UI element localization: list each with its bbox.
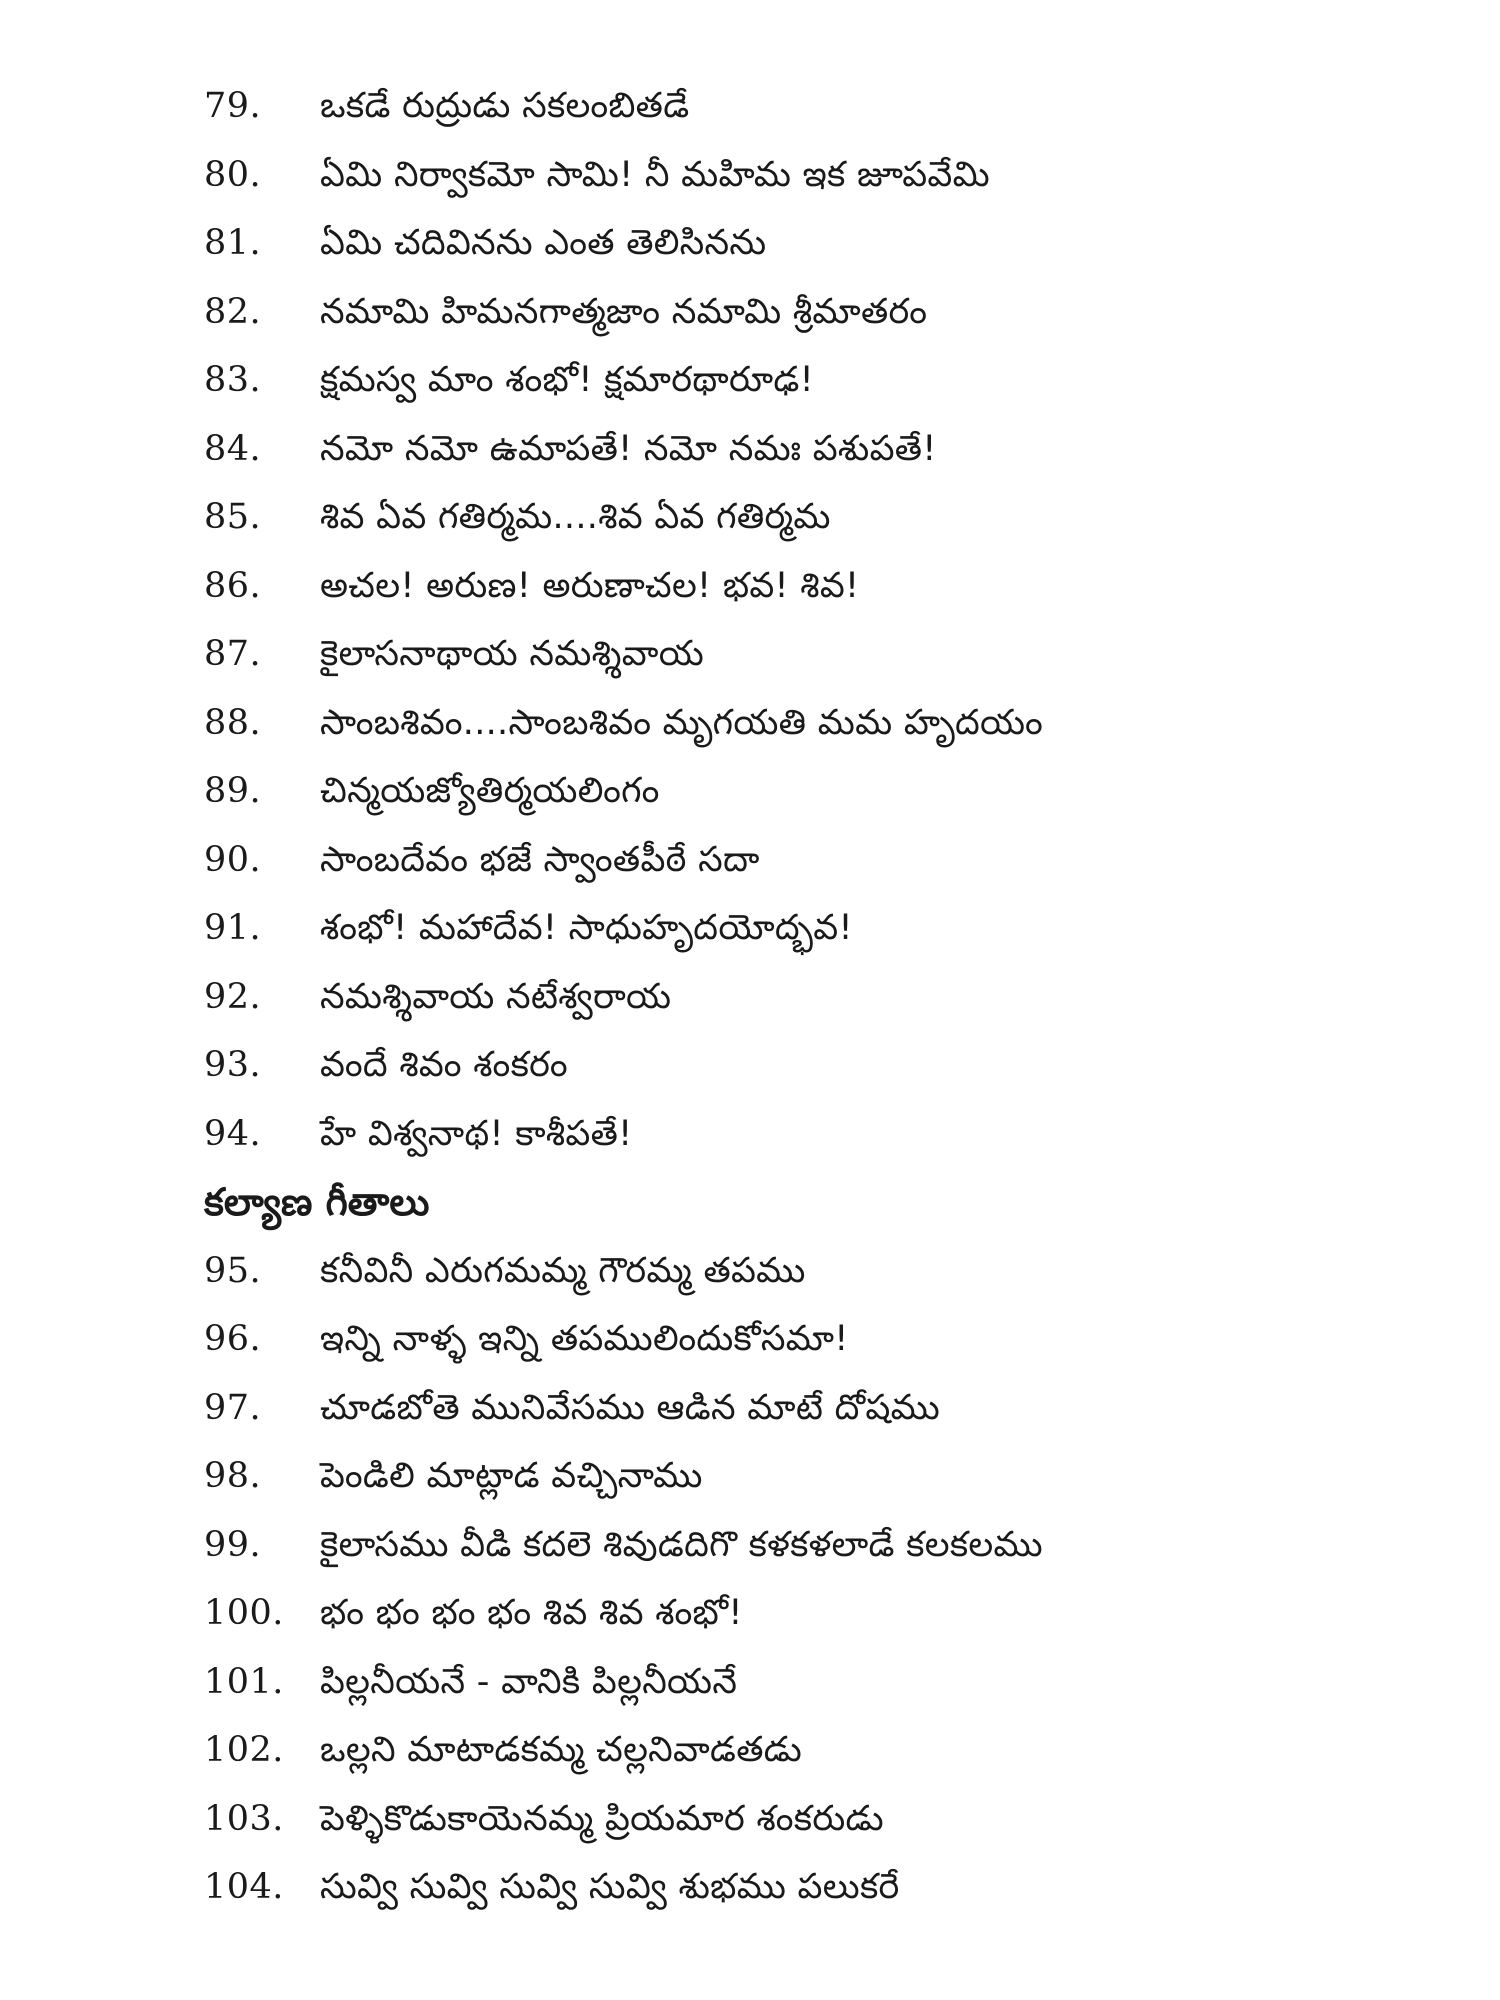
list-item [204, 278, 1384, 347]
item-number: 92. [204, 976, 262, 1017]
item-title: ఇన్ని నాళ్ళ ఇన్ని తపములిందుకోసమా! [320, 1319, 849, 1359]
list-item [204, 1511, 1384, 1580]
item-title: వందే శివం శంకరం [320, 1045, 568, 1085]
item-number: 98. [204, 1456, 262, 1496]
item-number: 91. [204, 908, 262, 948]
list-item [204, 1374, 1384, 1443]
item-number: 101. [204, 1661, 284, 1702]
item-number: 97. [204, 1387, 262, 1428]
item-number: 88. [204, 702, 262, 743]
item-title: ఒకడే రుద్రుడు సకలంబితడే [320, 86, 690, 126]
item-title: నమామి హిమనగాత్మజాం నమామి శ్రీమాతరం [320, 291, 928, 332]
list-item [204, 346, 1384, 415]
item-number: 87. [204, 634, 262, 674]
item-title: శివ ఏవ గతిర్మమ....శివ ఏవ గతిర్మమ [320, 497, 831, 537]
item-number: 80. [204, 154, 262, 195]
item-number: 100. [204, 1593, 284, 1633]
list-item [204, 1031, 1384, 1100]
item-number: 102. [204, 1730, 284, 1770]
list-item [204, 1648, 1384, 1717]
item-number: 99. [204, 1524, 262, 1565]
list-item [204, 415, 1384, 484]
item-title: పిల్లనీయనే - వానికి పిల్లనీయనే [320, 1661, 738, 1702]
item-number: 86. [204, 565, 262, 606]
item-number: 82. [204, 291, 262, 332]
item-number: 81. [204, 223, 262, 263]
item-title: పెళ్ళికొడుకాయెనమ్మ ప్రియమార శంకరుడు [320, 1798, 884, 1839]
song-index-page [204, 72, 1384, 1922]
item-title: ఒల్లని మాటాడకమ్మ చల్లనివాడతడు [320, 1730, 803, 1770]
song-list-part-2 [204, 1237, 1384, 1922]
list-item [204, 1442, 1384, 1511]
item-title: నమో నమో ఉమాపతే! నమో నమః పశుపతే! [320, 428, 937, 469]
list-item [204, 72, 1384, 141]
item-number: 90. [204, 839, 262, 880]
item-title: కైలాసము వీడి కదలె శివుడదిగొ కళకళలాడే కలకలము [320, 1524, 1043, 1565]
item-number: 84. [204, 428, 262, 469]
section-heading: కల్యాణ గీతాలు [204, 1180, 430, 1224]
item-title: ఏమి నిర్వాకమో సామి! నీ మహిమ ఇక జూపవేమి [320, 154, 990, 195]
list-item [204, 894, 1384, 963]
list-item [204, 689, 1384, 758]
item-title: ఏమి చదివినను ఎంత తెలిసినను [320, 223, 767, 263]
list-item [204, 963, 1384, 1032]
item-title: కనీవినీ ఎరుగమమ్మ గౌరమ్మ తపము [320, 1250, 806, 1291]
list-item [204, 483, 1384, 552]
item-number: 89. [204, 771, 262, 811]
item-number: 96. [204, 1319, 262, 1359]
list-item [204, 209, 1384, 278]
item-number: 93. [204, 1045, 262, 1085]
list-item [204, 620, 1384, 689]
item-title: సాంబశివం....సాంబశివం మృగయతి మమ హృదయం [320, 702, 1044, 743]
item-title: సాంబదేవం భజే స్వాంతపీఠే సదా [320, 839, 760, 880]
item-title: నమశ్శివాయ నటేశ్వరాయ [320, 976, 672, 1017]
item-title: హే విశ్వనాథ! కాశీపతే! [320, 1113, 633, 1154]
item-number: 94. [204, 1113, 262, 1154]
list-item [204, 552, 1384, 621]
item-title: భం భం భం భం శివ శివ శంభో! [320, 1593, 743, 1633]
item-title: చిన్మయజ్యోతిర్మయలింగం [320, 771, 660, 811]
item-number: 83. [204, 360, 262, 400]
list-item [204, 1579, 1384, 1648]
list-item [204, 1785, 1384, 1854]
list-item [204, 757, 1384, 826]
item-title: శంభో! మహాదేవ! సాధుహృదయోద్భవ! [320, 908, 853, 948]
list-item [204, 1237, 1384, 1306]
item-number: 85. [204, 497, 262, 537]
list-item [204, 141, 1384, 210]
item-number: 95. [204, 1250, 262, 1291]
item-title: పెండిలి మాట్లాడ వచ్చినాము [320, 1456, 703, 1496]
list-item [204, 1305, 1384, 1374]
item-number: 79. [204, 86, 262, 126]
list-item [204, 1716, 1384, 1785]
item-title: కైలాసనాథాయ నమశ్శివాయ [320, 634, 705, 674]
list-item [204, 1853, 1384, 1922]
item-title: చూడబోతె మునివేసము ఆడిన మాటే దోషము [320, 1387, 941, 1428]
item-number: 104. [204, 1867, 284, 1907]
item-title: సువ్వి సువ్వి సువ్వి సువ్వి శుభము పలుకరే [320, 1867, 900, 1907]
song-list-part-1 [204, 72, 1384, 1168]
list-item [204, 826, 1384, 895]
item-title: క్షమస్వ మాం శంభో! క్షమారథారూఢ! [320, 360, 814, 400]
list-item [204, 1100, 1384, 1169]
item-number: 103. [204, 1798, 284, 1839]
item-title: అచల! అరుణ! అరుణాచల! భవ! శివ! [320, 565, 860, 606]
